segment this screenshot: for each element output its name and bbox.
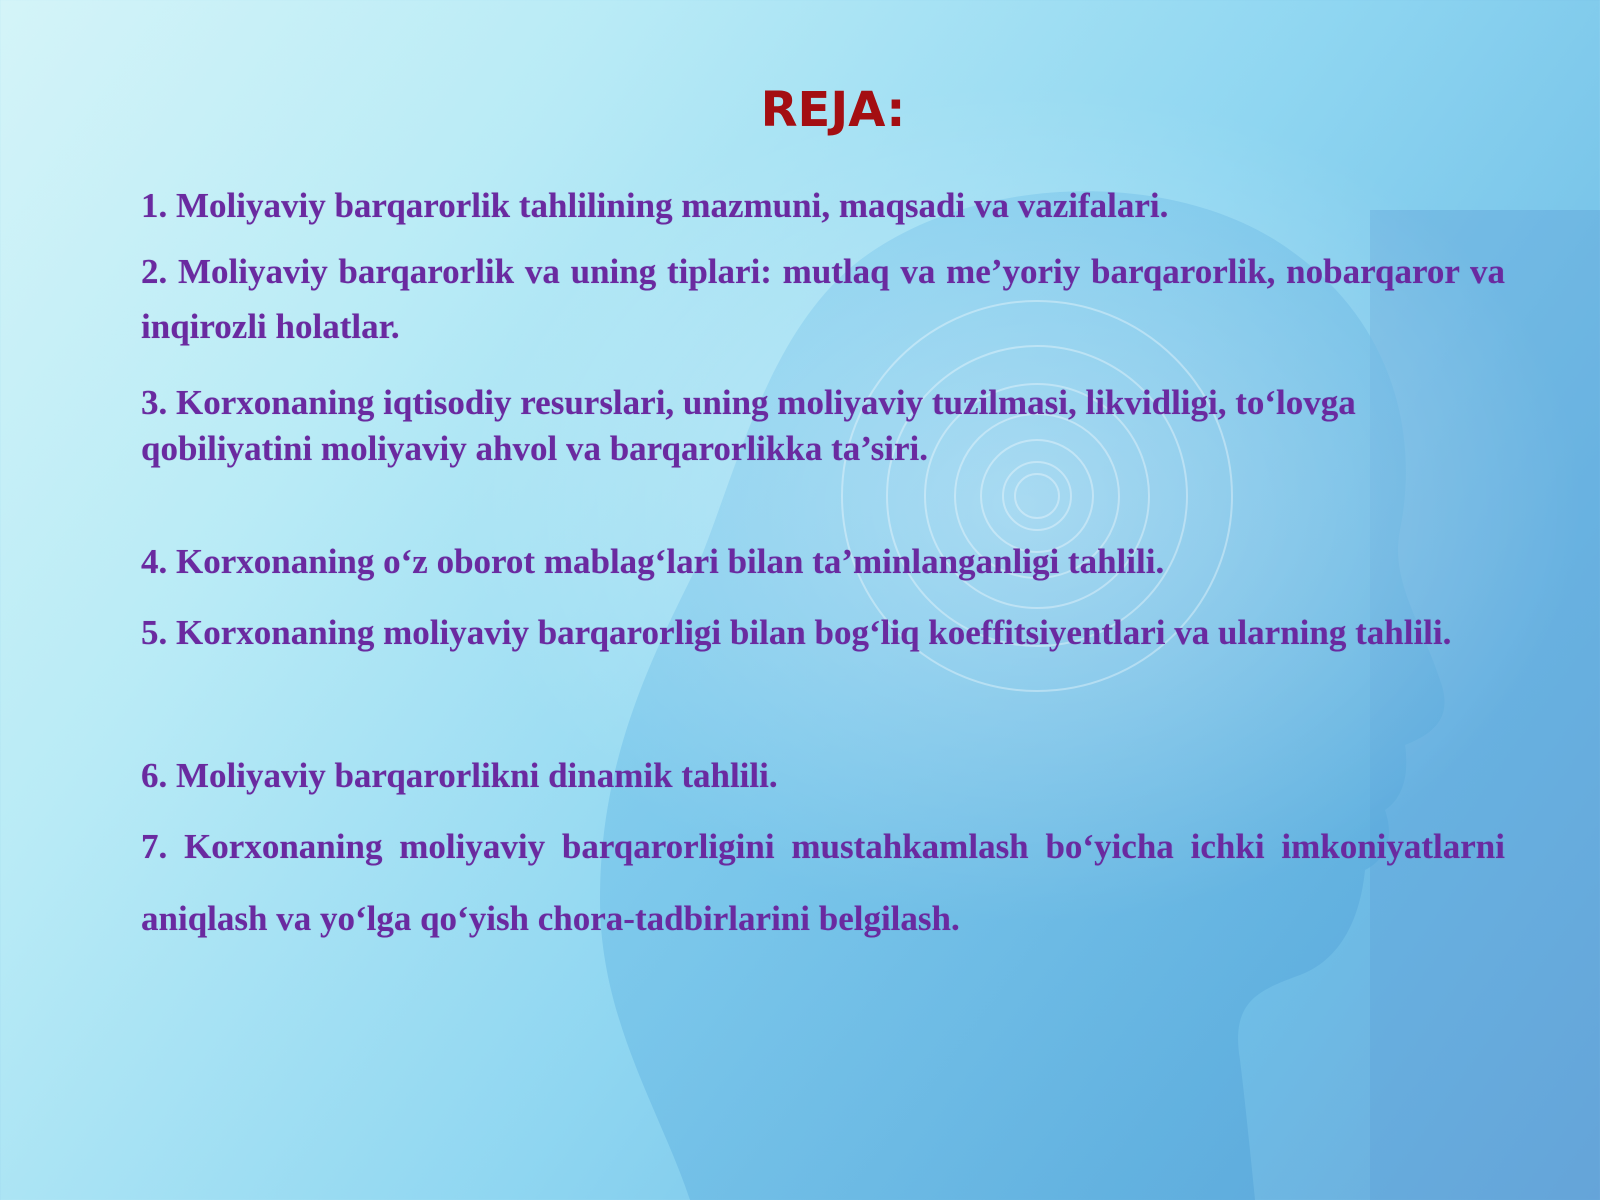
- plan-item-3: 3. Korxonaning iqtisodiy resurslari, uning moliyaviy tuzilmasi, likvidligi, to‘lovga qobiliyatini moliyaviy ahvol va barqarorlikka ta’siri.: [141, 383, 1356, 468]
- slide-title: REJA:: [760, 82, 906, 138]
- plan-item-2: 2. Moliyaviy barqarorlik va uning tiplari: mutlaq va me’yoriy barqarorlik, nobarqaror va inqirozli holatlar.: [141, 252, 1505, 346]
- plan-item-7: 7. Korxonaning moliyaviy barqarorligini mustahkamlash bo‘yicha ichki imkoniyatlarni aniqlash va yo‘lga qo‘yish chora-tadbirlarini belgilash.: [141, 827, 1505, 938]
- plan-item-6: 6. Moliyaviy barqarorlikni dinamik tahlili.: [141, 756, 778, 795]
- plan-item-1: 1. Moliyaviy barqarorlik tahlilining mazmuni, maqsadi va vazifalari.: [141, 186, 1169, 225]
- plan-item-4: 4. Korxonaning o‘z oborot mablag‘lari bilan ta’minlanganligi tahlili.: [141, 542, 1165, 581]
- plan-item-5: 5. Korxonaning moliyaviy barqarorligi bilan bog‘liq koeffitsiyentlari va ularning tahlili.: [141, 613, 1452, 652]
